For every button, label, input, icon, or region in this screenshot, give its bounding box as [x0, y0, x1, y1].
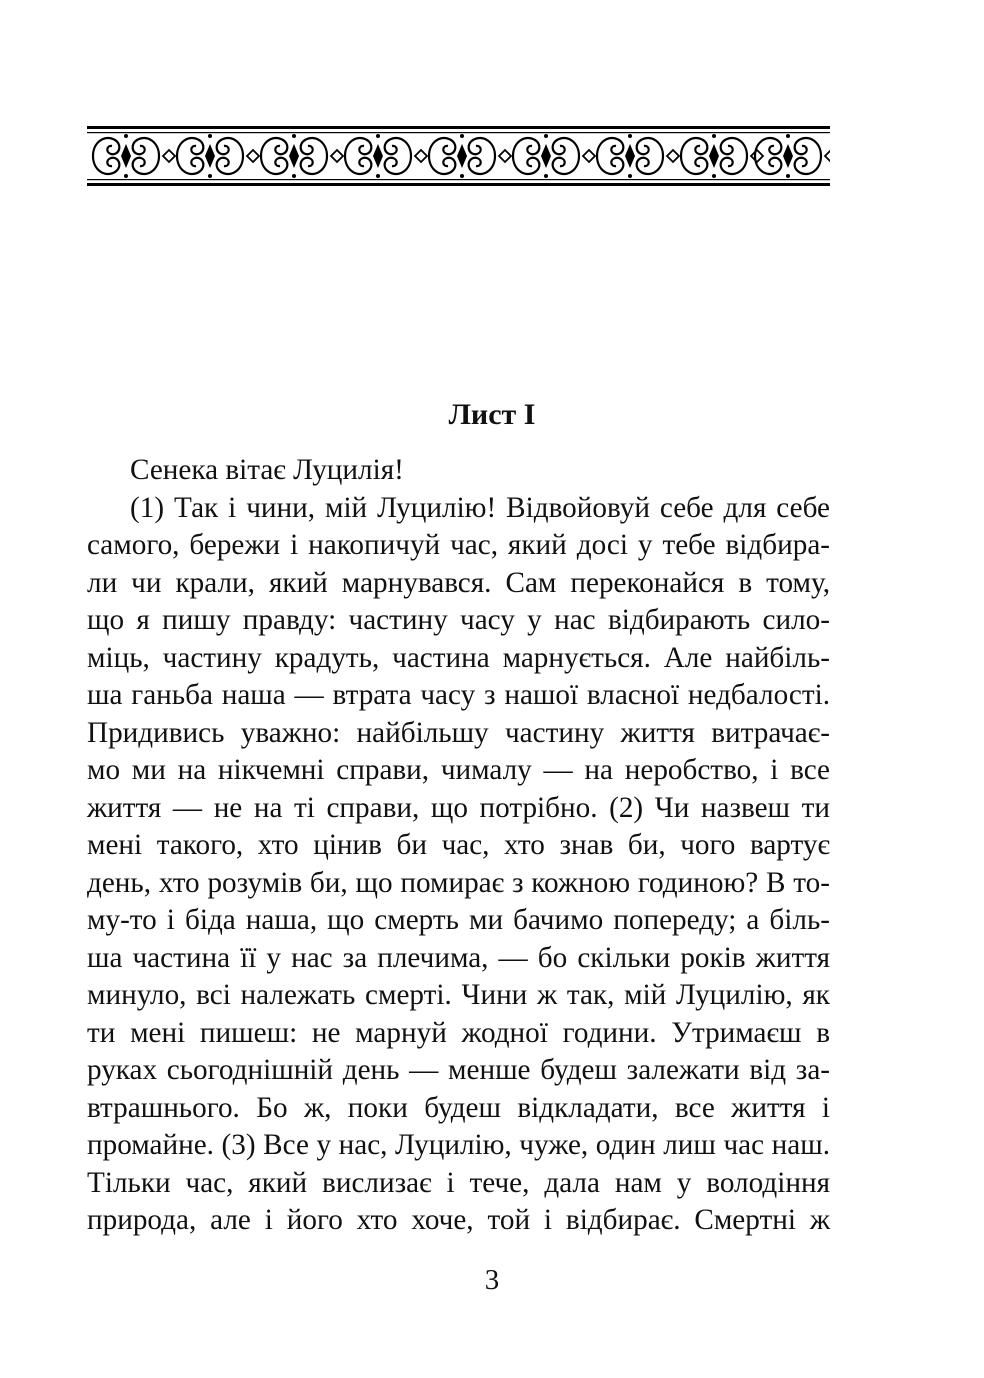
text-line: Тільки час, який вислизає і тече, дала нам у володіння: [87, 1166, 830, 1199]
ornament-border: [87, 126, 830, 186]
text-line: Придивись уважно: найбільшу частину життя витрачає-: [87, 716, 830, 749]
text-line: ша ганьба наша — втрата часу з нашої власної недбалості.: [87, 679, 830, 711]
text-line: втрашнього. Бо ж, поки будеш відкладати, все життя і: [87, 1091, 830, 1124]
body-text: [87, 452, 830, 1240]
text-line: му-то і біда наша, що смерть ми бачимо попереду; а біль-: [87, 904, 830, 936]
text-line: самого, бережи і накопичуй час, який досі у тебе відбира-: [87, 529, 830, 561]
page-title: Лист І: [448, 398, 536, 431]
page-number: 3: [484, 1264, 500, 1296]
text-line: мо ми на нікчемні справи, чималу — на неробство, і все: [87, 754, 830, 786]
text-line: міць, частину крадуть, частина марнується. Але найбіль-: [87, 641, 830, 674]
text-line: ша частина її у нас за плечима, — бо скільки років життя: [87, 941, 830, 974]
text-line: ли чи крали, який марнувався. Сам переконайся в тому,: [87, 566, 830, 599]
text-line: що я пишу правду: частину часу у нас відбирають сило-: [87, 604, 830, 636]
text-line: ти мені пишеш: не марнуй жодної години. Утримаєш в: [87, 1016, 830, 1049]
text-line: природа, але і його хто хоче, той і відбирає. Смертні ж: [87, 1204, 830, 1236]
text-line: мені такого, хто цінив би час, хто знав би, чого вартує: [87, 829, 830, 861]
text-line: Сенека вітає Луцилія!: [130, 454, 404, 486]
text-line: промайне. (3) Все у нас, Луцилію, чуже, один лиш час наш.: [87, 1129, 830, 1161]
text-line: день, хто розумів би, що помирає з кожною годиною? В то-: [87, 866, 830, 899]
scroll-ornament-icon: [87, 126, 830, 186]
text-line: (1) Так і чини, мій Луцилію! Відвойовуй себе для себе: [130, 491, 830, 524]
text-line: життя — не на ті справи, що потрібно. (2) Чи назвеш ти: [87, 791, 830, 824]
text-line: руках сьогоднішній день — менше будеш залежати від за-: [87, 1054, 830, 1086]
text-line: минуло, всі належать смерті. Чини ж так, мій Луцилію, як: [87, 979, 830, 1011]
